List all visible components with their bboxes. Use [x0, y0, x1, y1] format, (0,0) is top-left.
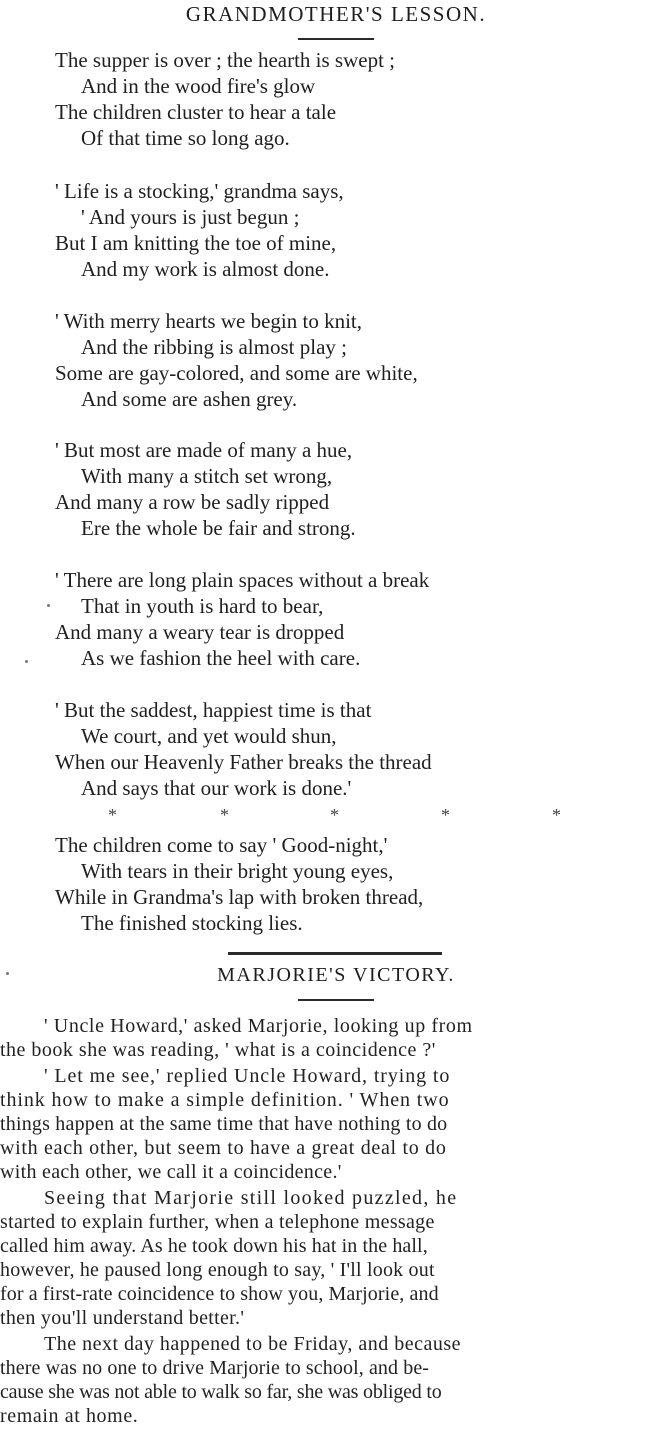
poem-line: Some are gay-colored, and some are white, [55, 361, 418, 385]
paragraph-line: called him away. As he took down his hat in the hall, [0, 1235, 428, 1257]
star: * [330, 805, 339, 825]
paragraph-line: Seeing that Marjorie still looked puzzled, he [44, 1187, 458, 1209]
stanza-break-stars [0, 805, 672, 829]
section-divider-rule [228, 952, 442, 955]
star: * [552, 805, 561, 825]
paragraph-line: ' Uncle Howard,' asked Marjorie, looking up from [44, 1015, 473, 1037]
paragraph-line: with each other, we call it a coincidence.' [0, 1161, 342, 1183]
poem-title-rule [298, 38, 374, 40]
poem-line: But I am knitting the toe of mine, [55, 231, 337, 255]
story-title-rule [298, 999, 374, 1001]
poem-line: And the ribbing is almost play ; [81, 335, 347, 359]
poem-line: ' But most are made of many a hue, [55, 438, 353, 462]
paragraph-line: however, he paused long enough to say, ' I'll look out [0, 1259, 435, 1281]
poem-line: And says that our work is done.' [81, 776, 352, 800]
paragraph-line: things happen at the same time that have nothing to do [0, 1113, 448, 1135]
poem-line: ' There are long plain spaces without a break [55, 568, 430, 592]
paragraph-line: think how to make a simple definition. ' When two [0, 1089, 450, 1111]
story-title: MARJORIE'S VICTORY. [217, 964, 455, 986]
poem-line: ' Life is a stocking,' grandma says, [55, 179, 344, 203]
paragraph-line: started to explain further, when a telephone message [0, 1211, 435, 1233]
poem-line: When our Heavenly Father breaks the thread [55, 750, 432, 774]
poem-title: GRANDMOTHER'S LESSON. [185, 2, 487, 26]
paragraph-line: ' Let me see,' replied Uncle Howard, trying to [44, 1065, 451, 1087]
poem-line: We court, and yet would shun, [81, 724, 337, 748]
paragraph-line: for a first-rate coincidence to show you, Marjorie, and [0, 1283, 439, 1305]
print-speck [6, 972, 9, 975]
star: * [441, 805, 450, 825]
paragraph-line: then you'll understand better.' [0, 1307, 245, 1329]
poem-line: And many a row be sadly ripped [55, 490, 330, 514]
poem-line: ' And yours is just begun ; [81, 205, 300, 229]
paragraph-line: The next day happened to be Friday, and because [44, 1333, 462, 1355]
poem-line: The finished stocking lies. [81, 911, 303, 935]
poem-line: And my work is almost done. [81, 257, 330, 281]
print-speck [25, 660, 28, 663]
poem-line: ' But the saddest, happiest time is that [55, 698, 372, 722]
poem-line: ' With merry hearts we begin to knit, [55, 309, 362, 333]
poem-line: As we fashion the heel with care. [81, 646, 361, 670]
print-speck [47, 604, 50, 607]
paragraph-line: cause she was not able to walk so far, she was obliged to [0, 1381, 442, 1403]
poem-line: The children cluster to hear a tale [55, 100, 337, 124]
paragraph-line: the book she was reading, ' what is a coincidence ?' [0, 1039, 436, 1061]
poem-line: The children come to say ' Good-night,' [55, 833, 388, 857]
poem-line: And in the wood fire's glow [81, 74, 316, 98]
poem-line: And some are ashen grey. [81, 387, 298, 411]
poem-line: That in youth is hard to bear, [81, 594, 324, 618]
star: * [108, 805, 117, 825]
poem-line: With many a stitch set wrong, [81, 464, 333, 488]
poem-line: Ere the whole be fair and strong. [81, 516, 356, 540]
paragraph-line: with each other, but seem to have a great deal to do [0, 1137, 447, 1159]
paragraph-line: remain at home. [0, 1405, 139, 1427]
paragraph-line: there was no one to drive Marjorie to school, and be- [0, 1357, 430, 1379]
poem-line: Of that time so long ago. [81, 126, 290, 150]
poem-line: While in Grandma's lap with broken thread, [55, 885, 424, 909]
poem-line: And many a weary tear is dropped [55, 620, 345, 644]
star: * [220, 805, 229, 825]
poem-line: The supper is over ; the hearth is swept ; [55, 48, 395, 72]
poem-line: With tears in their bright young eyes, [81, 859, 394, 883]
